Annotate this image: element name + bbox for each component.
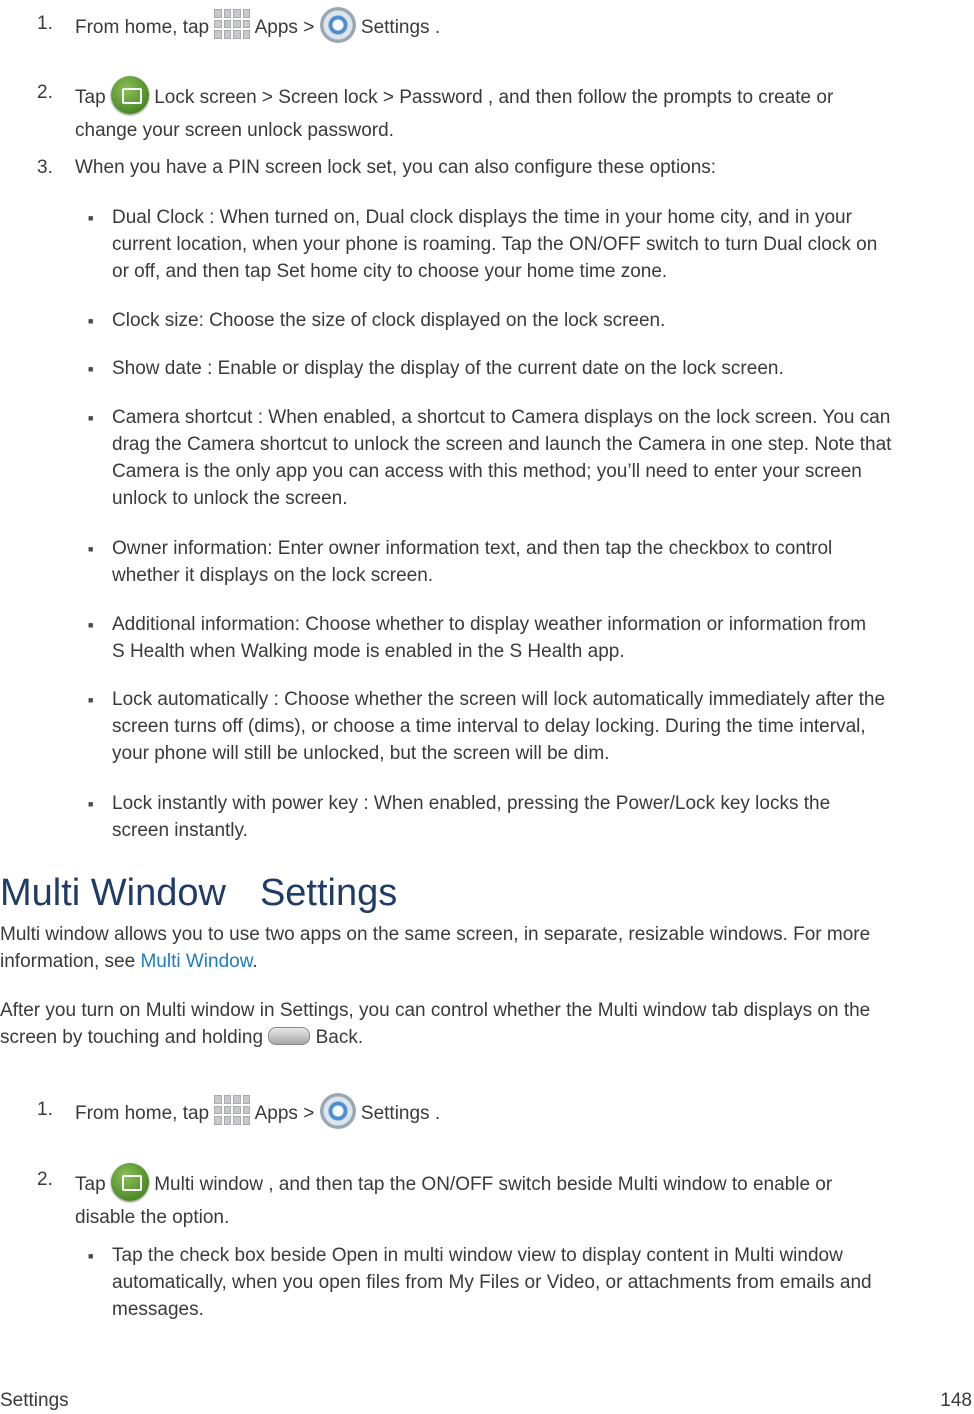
settings-label: Settings xyxy=(360,17,430,39)
heading-word: Settings xyxy=(259,872,398,914)
bullet-icon: ■ xyxy=(88,799,94,809)
step-text: disable the option. xyxy=(75,1207,230,1228)
apps-icon xyxy=(214,1095,250,1125)
period: . xyxy=(434,17,441,39)
bullet-text: whether it displays on the lock screen. xyxy=(112,565,434,586)
bullet-text: messages. xyxy=(112,1299,204,1320)
period: . xyxy=(252,951,258,972)
apps-label: Apps xyxy=(254,17,298,39)
bullet-text: Dual Clock : When turned on, Dual clock displays the time in your home city, and in your xyxy=(112,207,852,228)
step-text: Tap xyxy=(75,1174,106,1196)
bullet-icon: ■ xyxy=(88,364,94,374)
bullet-text: or off, and then tap Set home city to choose your home time zone. xyxy=(112,261,668,282)
bullet-text: Lock automatically : Choose whether the screen will lock automatically immediately after the xyxy=(112,689,886,710)
bullet-icon: ■ xyxy=(88,695,94,705)
bullet-icon: ■ xyxy=(88,544,94,554)
back-icon xyxy=(268,1027,310,1045)
step-number: 1. xyxy=(37,13,53,34)
paragraph-text: information, see xyxy=(0,951,136,972)
bullet-text: Camera is the only app you can access with this method; you’ll need to enter your screen xyxy=(112,461,862,482)
bullet-text: Tap the check box beside Open in multi window view to display content in Multi window xyxy=(112,1245,843,1266)
bullet-text: Owner information: Enter owner information text, and then tap the checkbox to control xyxy=(112,538,833,559)
step-text: Multi window , and then tap the ON/OFF switch beside Multi window to enable or xyxy=(154,1174,833,1196)
period: . xyxy=(357,1027,364,1048)
multi-window-icon xyxy=(111,1163,149,1201)
section-heading xyxy=(0,870,397,916)
bullet-text: Lock instantly with power key : When enabled, pressing the Power/Lock key locks the xyxy=(112,793,831,814)
bullet-text: automatically, when you open files from My Files or Video, or attachments from emails and xyxy=(112,1272,872,1293)
step-text: change your screen unlock password. xyxy=(75,120,394,141)
bullet-icon: ■ xyxy=(88,213,94,223)
bullet-text: current location, when your phone is roaming. Tap the ON/OFF switch to turn Dual clock on xyxy=(112,234,878,255)
paragraph-text: screen by touching and holding xyxy=(0,1027,264,1048)
step-text: From home, tap xyxy=(75,1103,210,1125)
bullet-text: Show date : Enable or display the display of the current date on the lock screen. xyxy=(112,358,784,379)
apps-icon xyxy=(214,9,250,39)
bullet-text: Additional information: Choose whether to display weather information or information from xyxy=(112,614,867,635)
heading-word: Multi Window xyxy=(0,872,226,914)
back-label: Back xyxy=(315,1027,358,1048)
settings-icon xyxy=(320,7,356,43)
bullet-text: Camera shortcut : When enabled, a shortcut to Camera displays on the lock screen. You can xyxy=(112,407,891,428)
step-text: Lock screen > Screen lock > Password , and then follow the prompts to create or xyxy=(154,87,834,109)
step-number: 1. xyxy=(37,1099,53,1120)
bullet-icon: ■ xyxy=(88,620,94,630)
bullet-text: screen turns off (dims), or choose a time interval to delay locking. During the time interval, xyxy=(112,716,866,737)
paragraph-text: Multi window allows you to use two apps on the same screen, in separate, resizable windows. For more xyxy=(0,924,871,945)
step-number: 3. xyxy=(37,157,53,178)
step-text: When you have a PIN screen lock set, you can also configure these options: xyxy=(75,157,717,178)
bullet-text: S Health when Walking mode is enabled in the S Health app. xyxy=(112,641,625,662)
intro-paragraph xyxy=(0,921,974,975)
multi-window-link[interactable]: Multi Window xyxy=(140,951,253,972)
bullet-text: drag the Camera shortcut to unlock the screen and launch the Camera in one step. Note that xyxy=(112,434,892,455)
bullet-text: your phone will still be unlocked, but the screen will be dim. xyxy=(112,743,610,764)
bullet-text: unlock to unlock the screen. xyxy=(112,488,348,509)
bullet-text: Clock size: Choose the size of clock displayed on the lock screen. xyxy=(112,310,666,331)
bullet-icon: ■ xyxy=(88,316,94,326)
page-number: 148 xyxy=(940,1390,972,1411)
step-text: Tap xyxy=(75,87,106,109)
multi-window-paragraph xyxy=(0,997,974,1051)
separator: > xyxy=(303,1103,315,1125)
apps-label: Apps xyxy=(254,1103,298,1125)
period: . xyxy=(434,1103,441,1125)
step-number: 2. xyxy=(37,82,53,103)
step-number: 2. xyxy=(37,1169,53,1190)
lock-screen-icon xyxy=(111,76,149,114)
bullet-icon: ■ xyxy=(88,413,94,423)
settings-icon xyxy=(320,1093,356,1129)
settings-label: Settings xyxy=(360,1103,430,1125)
paragraph-text: After you turn on Multi window in Settings, you can control whether the Multi window tab displays on the xyxy=(0,1000,871,1021)
bullet-text: screen instantly. xyxy=(112,820,248,841)
footer-section-name: Settings xyxy=(0,1390,69,1411)
step-text: From home, tap xyxy=(75,17,210,39)
separator: > xyxy=(303,17,315,39)
bullet-icon: ■ xyxy=(88,1251,94,1261)
